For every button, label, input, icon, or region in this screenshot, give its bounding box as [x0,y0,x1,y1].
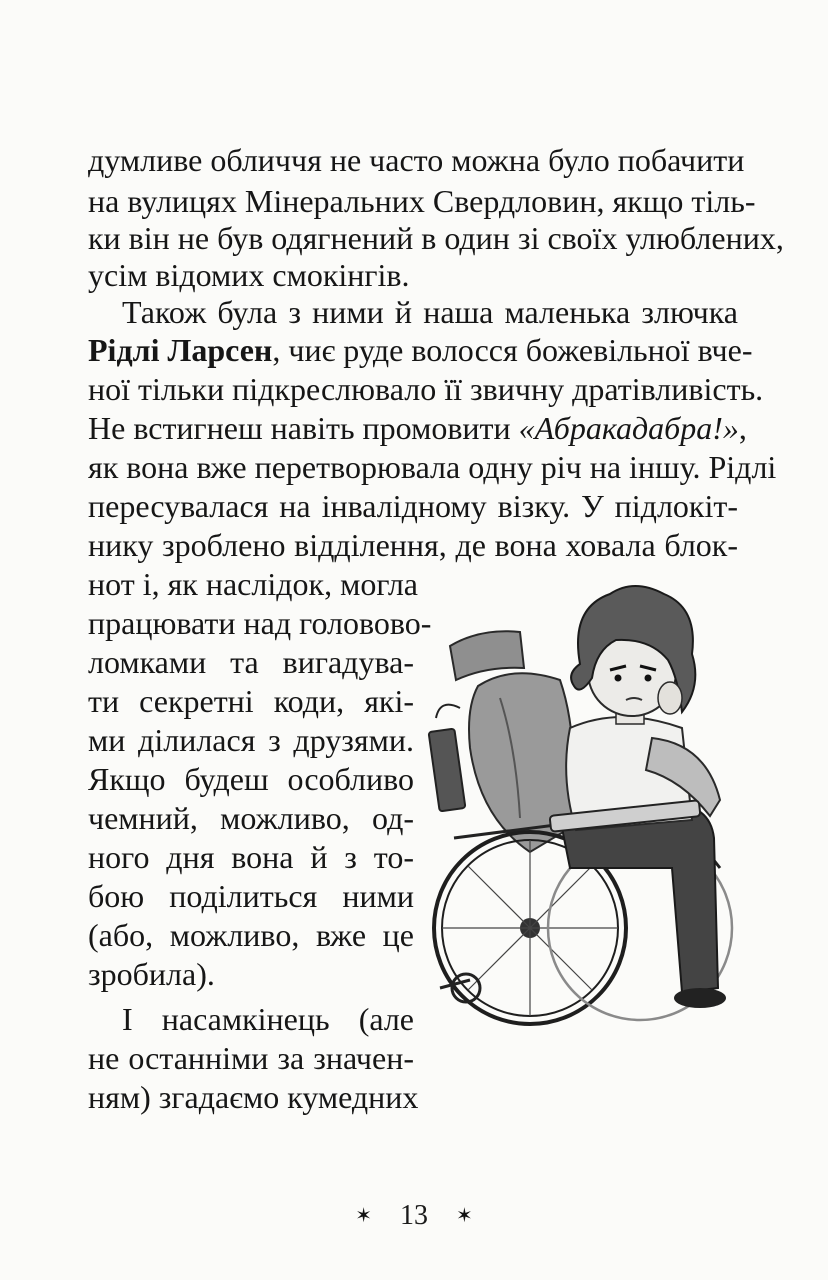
text-line-12: нот і, як наслідок, могла [88,566,418,602]
text-line-2: на вулицях Мінеральних Свердловин, якщо тіль- [88,183,756,219]
text-line-8 [88,409,747,447]
text-line-17: Якщо будеш особливо [88,761,414,797]
text-line-25: ням) згадаємо кумедних [88,1079,419,1115]
text-line-23: І насамкінець (але [122,1001,414,1037]
text-line-4: усім відомих смокінгів. [88,257,410,293]
character-name-ridley: Рідлі Ларсен [88,332,273,368]
text-line-8-comma: , [738,410,747,446]
text-line-8-start: Не встигнеш навіть промовити [88,410,519,446]
text-line-6 [88,331,753,369]
text-line-5: Також була з ними й наша маленька злючка [122,294,738,330]
text-line-18: чемний, можливо, од- [88,800,414,836]
page-footer [0,1196,828,1236]
text-line-22: зробила). [88,956,215,992]
text-line-13: працювати над головово- [88,605,432,641]
text-line-21: (або, можливо, вже це [88,917,414,953]
footer-star-left-icon: ✶ [355,1205,372,1227]
text-line-20: бою поділиться ними [88,878,414,914]
text-line-15: ти секретні коди, які- [88,683,414,719]
footer-star-right-icon: ✶ [456,1205,473,1227]
text-line-24: не останніми за значен- [88,1040,414,1076]
text-line-16: ми ділилася з друзями. [88,722,414,758]
text-line-10: пересувалася на інвалідному візку. У підлокіт- [88,488,738,524]
text-line-1: думливе обличчя не часто можна було побачити [88,142,745,178]
text-line-3: ки він не був одягнений в один зі своїх улюблених, [88,220,784,256]
text-line-6-rest: , чиє руде волосся божевільної вче- [272,332,753,368]
text-line-11: нику зроблено відділення, де вона ховала блок- [88,527,738,563]
text-line-7: ної тільки підкреслювало її звичну дратівливість. [88,371,764,407]
text-line-14: ломками та вигадува- [88,644,414,680]
text-line-9: як вона вже перетворювала одну річ на іншу. Рідлі [88,449,777,485]
page-number: 13 [400,1200,428,1231]
magic-word: «Абракадабра!» [518,410,739,446]
text-line-19: ного дня вона й з то- [88,839,414,875]
ridley-wheelchair-illustration [420,568,750,1038]
